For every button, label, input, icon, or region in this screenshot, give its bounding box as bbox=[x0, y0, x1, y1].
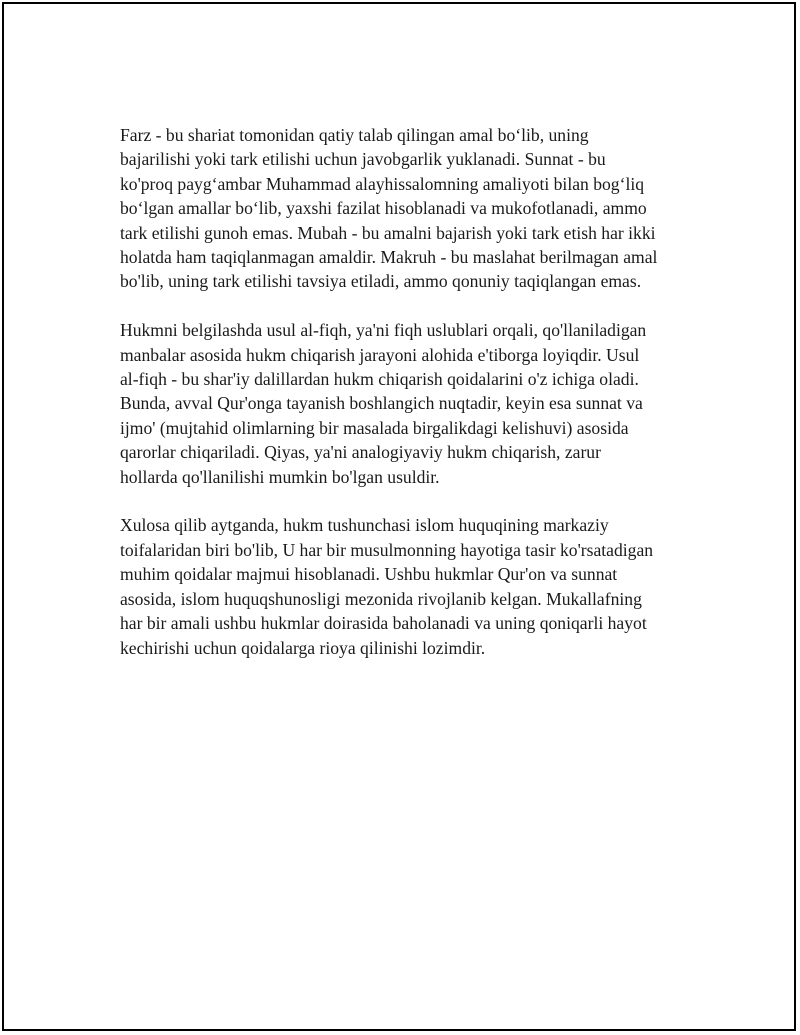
text-line: kechirishi uchun qoidalarga rioya qilinishi lozimdir. bbox=[120, 637, 486, 658]
text-line: manbalar asosida hukm chiqarish jarayoni alohida e'tiborga loyiqdir. Usul bbox=[120, 344, 640, 365]
text-line: tark etilishi gunoh emas. Mubah - bu amalni bajarish yoki tark etish har ikki bbox=[120, 222, 656, 243]
text-line: bajarilishi yoki tark etilishi uchun javobgarlik yuklanadi. Sunnat - bu bbox=[120, 149, 606, 170]
text-line: Farz - bu shariat tomonidan qatiy talab qilingan amal bo‘lib, uning bbox=[120, 125, 589, 145]
text-line: muhim qoidalar majmui hisoblanadi. Ushbu hukmlar Qur'on va sunnat bbox=[120, 564, 618, 585]
paragraph-1 bbox=[120, 123, 700, 294]
text-line: toifalaridan biri bo'lib, U har bir musulmonning hayotiga tasir ko'rsatadigan bbox=[120, 539, 654, 560]
text-line: qarorlar chiqariladi. Qiyas, ya'ni analogiyaviy hukm chiqarish, zarur bbox=[120, 442, 601, 463]
text-line: Hukmni belgilashda usul al-fiqh, ya'ni fiqh uslublari orqali, qo'llaniladigan bbox=[120, 320, 647, 341]
paragraph-2 bbox=[120, 318, 700, 489]
document-body bbox=[120, 123, 700, 684]
text-line: ko'proq payg‘ambar Muhammad alayhissalomning amaliyoti bilan bog‘liq bbox=[120, 173, 645, 194]
text-line: Bunda, avval Qur'onga tayanish boshlangich nuqtadir, keyin esa sunnat va bbox=[120, 393, 643, 414]
text-line: asosida, islom huquqshunosligi mezonida rivojlanib kelgan. Mukallafning bbox=[120, 588, 642, 609]
text-line: bo'lib, uning tark etilishi tavsiya etiladi, ammo qonuniy taqiqlangan emas. bbox=[120, 271, 642, 292]
text-line: har bir amali ushbu hukmlar doirasida baholanadi va uning qoniqarli hayot bbox=[120, 613, 647, 634]
text-line: Xulosa qilib aytganda, hukm tushunchasi islom huquqining markaziy bbox=[120, 515, 609, 536]
paragraph-3 bbox=[120, 513, 700, 659]
document-page bbox=[2, 2, 796, 1031]
text-line: ijmo' (mujtahid olimlarning bir masalada birgalikdagi kelishuvi) asosida bbox=[120, 417, 629, 438]
text-line: al-fiqh - bu shar'iy dalillardan hukm chiqarish qoidalarini o'z ichiga oladi. bbox=[120, 369, 639, 390]
text-line: hollarda qo'llanilishi mumkin bo'lgan usuldir. bbox=[120, 466, 440, 487]
text-line: holatda ham taqiqlanmagan amaldir. Makruh - bu maslahat berilmagan amal bbox=[120, 247, 658, 268]
text-line: bo‘lgan amallar bo‘lib, yaxshi fazilat hisoblanadi va mukofotlanadi, ammo bbox=[120, 198, 647, 219]
